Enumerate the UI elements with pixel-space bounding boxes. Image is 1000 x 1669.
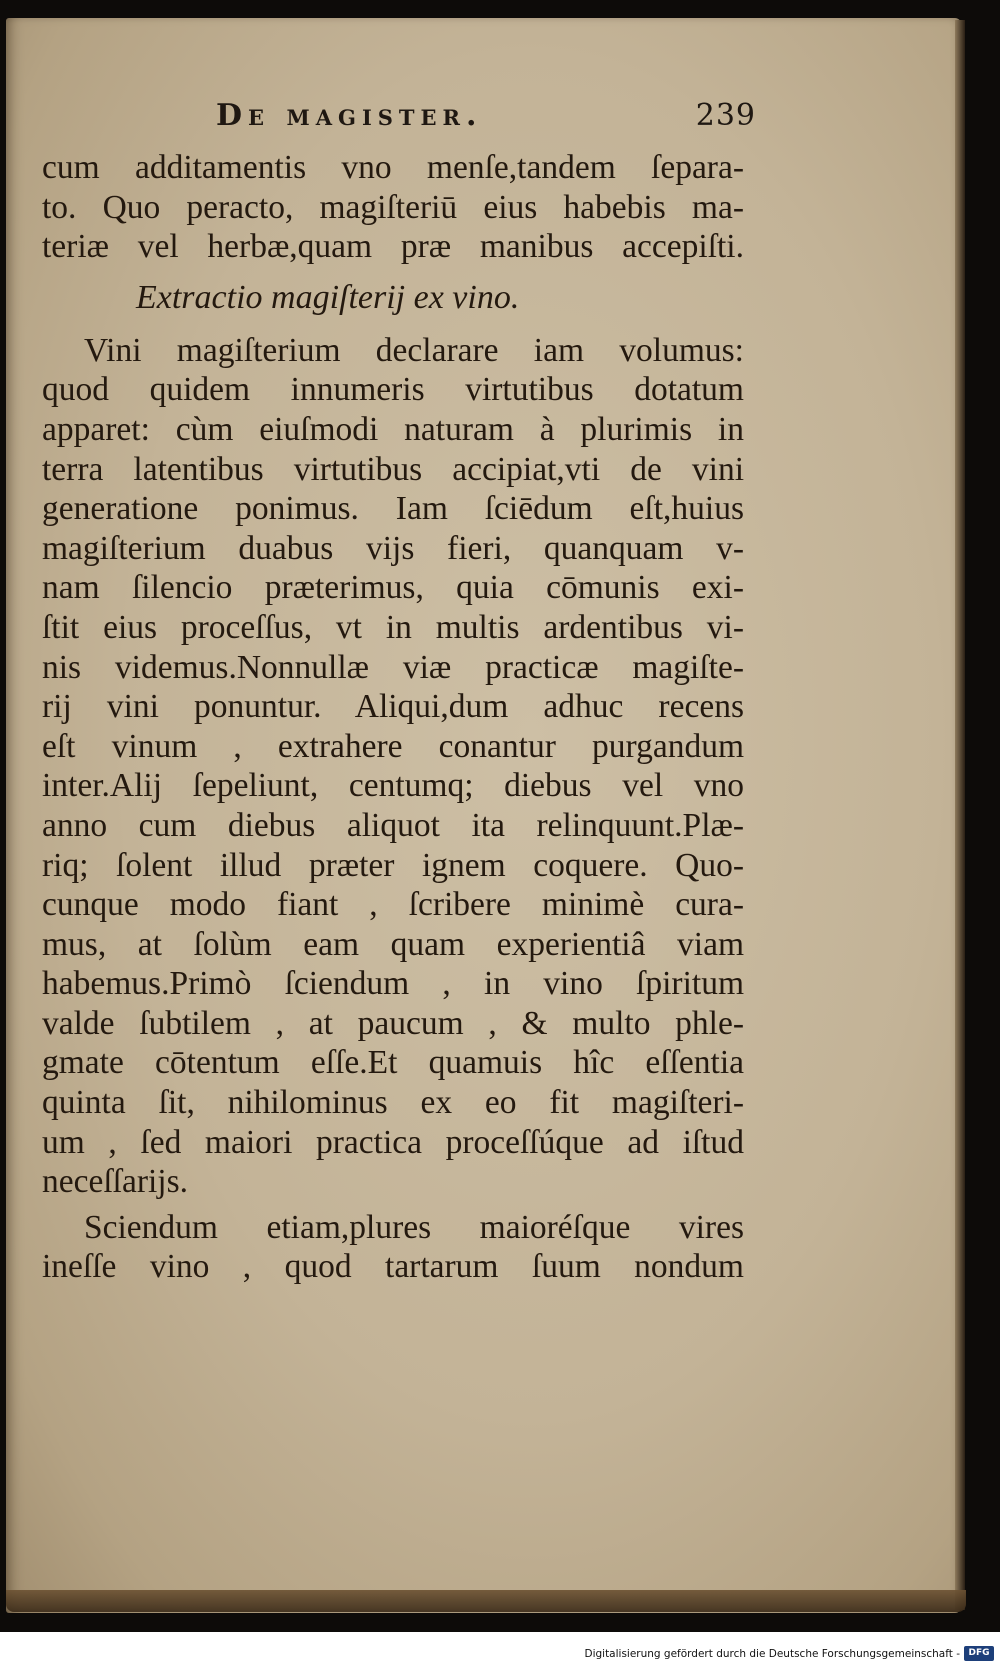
body-text [42,148,744,1287]
footer-credit: Digitalisierung gefördert durch die Deutsche Forschungsgemeinschaft - [584,1648,960,1660]
text-line: generatione ponimus. Iam ſciēdum eſt,huius [42,490,744,528]
text-line: ineſſe vino , quod tartarum ſuum nondum [42,1248,744,1286]
text-line: Vini magiſterium declarare iam volumus: [84,331,744,369]
text-line: quod quidem innumeris virtutibus dotatum [42,371,744,409]
running-head-title: De magister. [216,97,483,133]
text-line: quinta ſit, nihilominus ex eo fit magiſteri- [42,1084,744,1122]
page-number: 239 [695,97,756,133]
text-line: cunque modo fiant , ſcribere minimè cura- [42,886,744,924]
text-line: riq; ſolent illud præter ignem coquere. Quo- [42,846,744,884]
text-line: ſtit eius proceſſus, vt in multis ardentibus vi- [42,608,744,646]
text-line: Sciendum etiam,plures maioréſque vires [84,1208,744,1246]
book-page [6,18,961,1613]
text-line: um , ſed maiori practica proceſſúque ad iſtud [42,1123,744,1161]
text-line: anno cum diebus aliquot ita relinquunt.Plæ- [42,806,744,844]
text-line: nam ſilencio præterimus, quia cōmunis exi- [42,569,744,607]
text-line: teriæ vel herbæ,quam præ manibus accepiſti. [42,228,744,266]
text-line: neceſſarijs. [42,1163,189,1201]
text-line: eſt vinum , extrahere conantur purgandum [42,727,744,765]
page-bottom-edge [6,1590,966,1612]
section-heading: Extractio magiſterij ex vino. [136,278,520,316]
text-line: rij vini ponuntur. Aliqui,dum adhuc recens [42,688,744,726]
running-head [216,92,756,138]
text-line: magiſterium duabus vijs fieri, quanquam v- [42,529,744,567]
text-line: apparet: cùm eiuſmodi naturam à plurimis in [42,410,744,448]
digitization-footer [0,1640,1000,1669]
text-line: habemus.Primò ſciendum , in vino ſpiritum [42,965,744,1003]
text-line: mus, at ſolùm eam quam experientiâ viam [42,925,744,963]
text-line: valde ſubtilem , at paucum , & multo phle- [42,1004,744,1042]
page-fore-edge [955,20,965,1610]
text-line: cum additamentis vno menſe,tandem ſepara- [42,149,744,186]
text-line: gmate cōtentum eſſe.Et quamuis hîc eſſentia [42,1044,744,1082]
dfg-logo: DFG [964,1646,994,1661]
text-line: to. Quo peracto, magiſteriū eius habebis ma- [42,188,744,226]
text-line: inter.Alij ſepeliunt, centumq; diebus vel vno [42,767,744,805]
text-line: nis videmus.Nonnullæ viæ practicæ magiſte- [42,648,744,686]
text-line: terra latentibus virtutibus accipiat,vti de vini [42,450,744,488]
